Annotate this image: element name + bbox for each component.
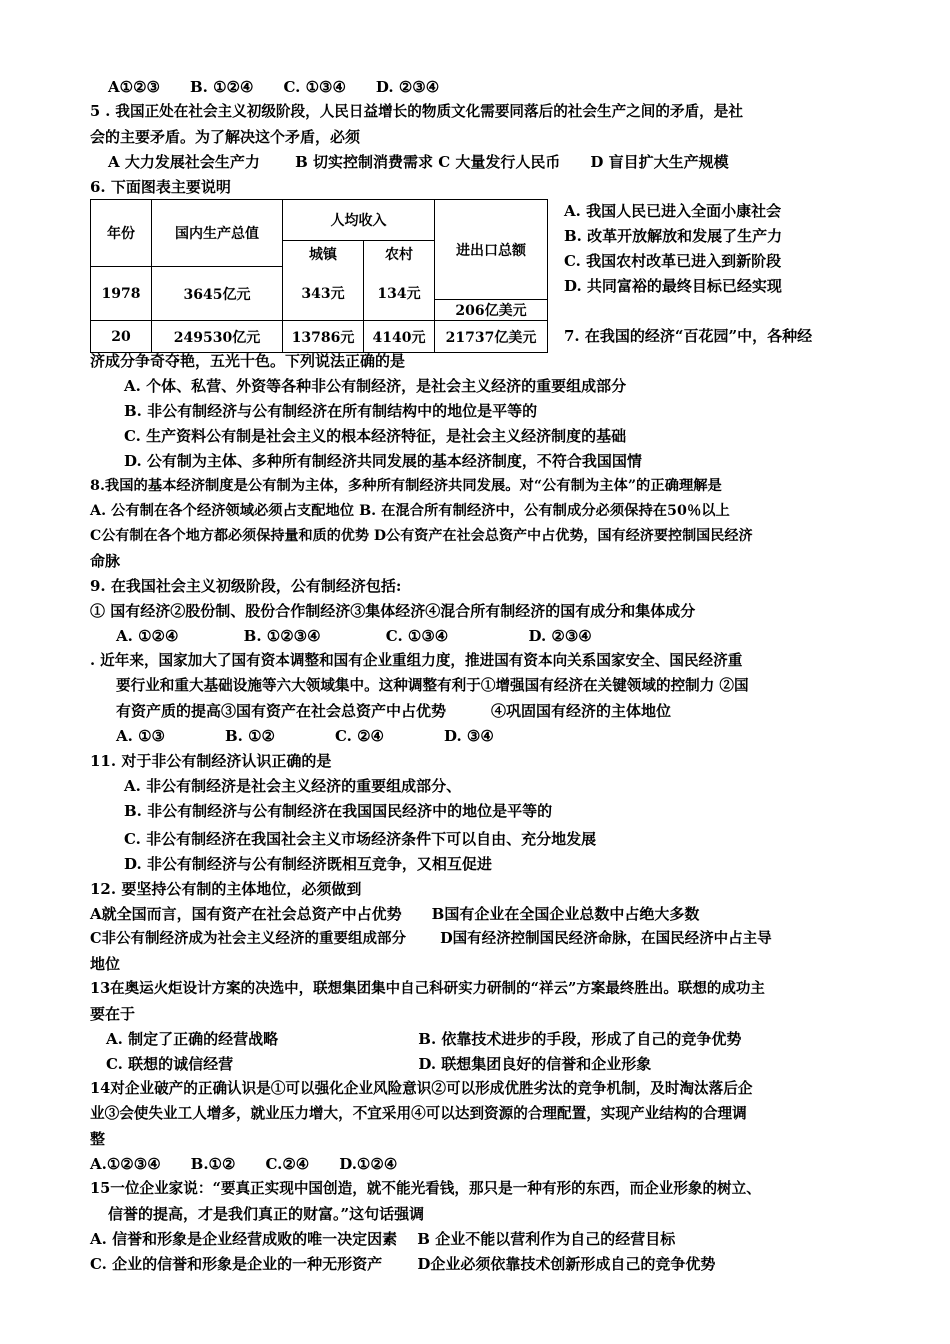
q15-stem-line1: 15一位企业家说：“要真正实现中国创造，就不能光看钱，那只是一种有形的东西，而企业形象的树立、 <box>90 1180 761 1197</box>
q13-options-cd: C. 联想的诚信经营 D. 联想集团良好的信誉和企业形象 <box>106 1055 652 1073</box>
row1978-year: 1978 <box>91 267 152 321</box>
header-urban: 城镇 <box>283 241 364 267</box>
row1978-trade: 206亿美元 <box>435 300 548 321</box>
q8-options-cd-cont: 命脉 <box>90 552 121 570</box>
q10-options: A. ①③ B. ①② C. ②④ D. ③④ <box>116 727 494 745</box>
q8-stem: 8.我国的基本经济制度是公有制为主体，多种所有制经济共同发展。对“公有制为主体”的正确理解是 <box>90 478 722 494</box>
q7-option-d: D. 公有制为主体、多种所有制经济共同发展的基本经济制度，不符合我国国情 <box>124 452 642 470</box>
q12-options-ab: A就全国而言，国有资产在社会总资产中占优势 B国有企业在全国企业总数中占绝大多数 <box>90 905 700 923</box>
q11-option-d: D. 非公有制经济与公有制经济既相互竞争，又相互促进 <box>124 855 492 873</box>
q15-options-ab: A. 信誉和形象是企业经营成败的唯一决定因素 B 企业不能以营利作为自己的经营目标 <box>90 1230 676 1248</box>
row2-rural: 4140元 <box>364 321 435 353</box>
q4-options: A①②③ B. ①②④ C. ①③④ D. ②③④ <box>108 78 440 96</box>
q6-option-c: C. 我国农村改革已进入到新阶段 <box>564 252 782 270</box>
row1978-urban: 343元 <box>283 267 364 321</box>
header-gdp: 国内生产总值 <box>152 200 283 267</box>
q5-options: A 大力发展社会生产力 B 切实控制消费需求 C 大量发行人民币 D 盲目扩大生产规模 <box>108 153 729 171</box>
q7-stem-cont: 济成分争奇夺艳，五光十色。下列说法正确的是 <box>90 352 406 370</box>
q14-stem-line3: 整 <box>90 1130 106 1148</box>
q11-option-a: A. 非公有制经济是社会主义经济的重要组成部分、 <box>124 777 462 795</box>
q11-stem: 11. 对于非公有制经济认识正确的是 <box>90 752 332 770</box>
header-trade: 进出口总额 <box>435 200 548 300</box>
row2-trade: 21737亿美元 <box>435 321 548 353</box>
q9-options: A. ①②④ B. ①②③④ C. ①③④ D. ②③④ <box>116 627 592 645</box>
q12-options-cd: C非公有制经济成为社会主义经济的重要组成部分 D国有经济控制国民经济命脉，在国民经济中占主导 <box>90 930 772 947</box>
row1978-gdp: 3645亿元 <box>152 267 283 321</box>
q12-options-cd-cont: 地位 <box>90 955 121 973</box>
q13-stem-line1: 13在奥运火炬设计方案的决选中，联想集团集中自己科研实力研制的“祥云”方案最终胜出。联想的成功主 <box>90 980 765 997</box>
q15-stem-line2: 信誉的提高，才是我们真正的财富。”这句话强调 <box>108 1205 425 1223</box>
q15-options-cd: C. 企业的信誉和形象是企业的一种无形资产 D企业必须依靠技术创新形成自己的竞争优势 <box>90 1255 716 1273</box>
q6-stem: 6. 下面图表主要说明 <box>90 178 231 196</box>
row2-urban: 13786元 <box>283 321 364 353</box>
q9-stem: 9. 在我国社会主义初级阶段，公有制经济包括: <box>90 577 402 595</box>
q7-option-c: C. 生产资料公有制是社会主义的根本经济特征，是社会主义经济制度的基础 <box>124 427 627 445</box>
q12-stem: 12. 要坚持公有制的主体地位，必须做到 <box>90 880 362 898</box>
q7-option-b: B. 非公有制经济与公有制经济在所有制结构中的地位是平等的 <box>124 402 538 420</box>
q13-stem-line2: 要在于 <box>90 1005 136 1023</box>
q8-options-ab: A. 公有制在各个经济领域必须占支配地位 B. 在混合所有制经济中，公有制成分必须保持在50％以上 <box>90 503 730 519</box>
q5-stem-line2: 会的主要矛盾。为了解决这个矛盾，必须 <box>90 128 361 146</box>
q14-stem-line1: 14对企业破产的正确认识是①可以强化企业风险意识②可以形成优胜劣汰的竞争机制，及时淘汰落后企 <box>90 1080 753 1097</box>
q6-option-d: D. 共同富裕的最终目标已经实现 <box>564 277 782 295</box>
q14-stem-line2: 业③会使失业工人增多，就业压力增大，不宜采用④可以达到资源的合理配置，实现产业结构的合理调 <box>90 1105 747 1122</box>
q9-items: ① 国有经济②股份制、股份合作制经济③集体经济④混合所有制经济的国有成分和集体成分 <box>90 602 696 620</box>
row2-year: 20 <box>91 321 152 353</box>
q11-option-c: C. 非公有制经济在我国社会主义市场经济条件下可以自由、充分地发展 <box>124 830 597 848</box>
q13-options-ab: A. 制定了正确的经营战略 B. 依靠技术进步的手段，形成了自己的竞争优势 <box>106 1030 742 1048</box>
q11-option-b: B. 非公有制经济与公有制经济在我国国民经济中的地位是平等的 <box>124 802 553 820</box>
row1978-rural: 134元 <box>364 267 435 321</box>
q6-option-a: A. 我国人民已进入全面小康社会 <box>564 202 782 220</box>
q8-options-cd: C公有制在各个地方都必须保持量和质的优势 D公有资产在社会总资产中占优势，国有经济要控制国民经济 <box>90 528 753 544</box>
header-rural: 农村 <box>364 241 435 267</box>
q7-stem-start: 7. 在我国的经济“百花园”中，各种经 <box>564 327 813 345</box>
row2-gdp: 249530亿元 <box>152 321 283 353</box>
q5-stem-line1: 5 . 我国正处在社会主义初级阶段，人民日益增长的物质文化需要同落后的社会生产之间的矛盾，是社 <box>90 103 743 120</box>
q6-option-b: B. 改革开放解放和发展了生产力 <box>564 227 783 245</box>
economic-data-table <box>90 199 548 353</box>
q14-options: A.①②③④ B.①② C.②④ D.①②④ <box>90 1155 398 1173</box>
header-income: 人均收入 <box>283 200 435 241</box>
header-year: 年份 <box>91 200 152 267</box>
q10-stem-line2: 要行业和重大基础设施等六大领域集中。这种调整有利于①增强国有经济在关键领域的控制力 ②国 <box>116 677 749 694</box>
q10-stem-line1: . 近年来，国家加大了国有资本调整和国有企业重组力度，推进国有资本向关系国家安全、国民经济重 <box>90 652 743 669</box>
q10-stem-line3: 有资产质的提高③国有资产在社会总资产中占优势 ④巩固国有经济的主体地位 <box>116 702 672 720</box>
q7-option-a: A. 个体、私营、外资等各种非公有制经济，是社会主义经济的重要组成部分 <box>124 377 627 395</box>
